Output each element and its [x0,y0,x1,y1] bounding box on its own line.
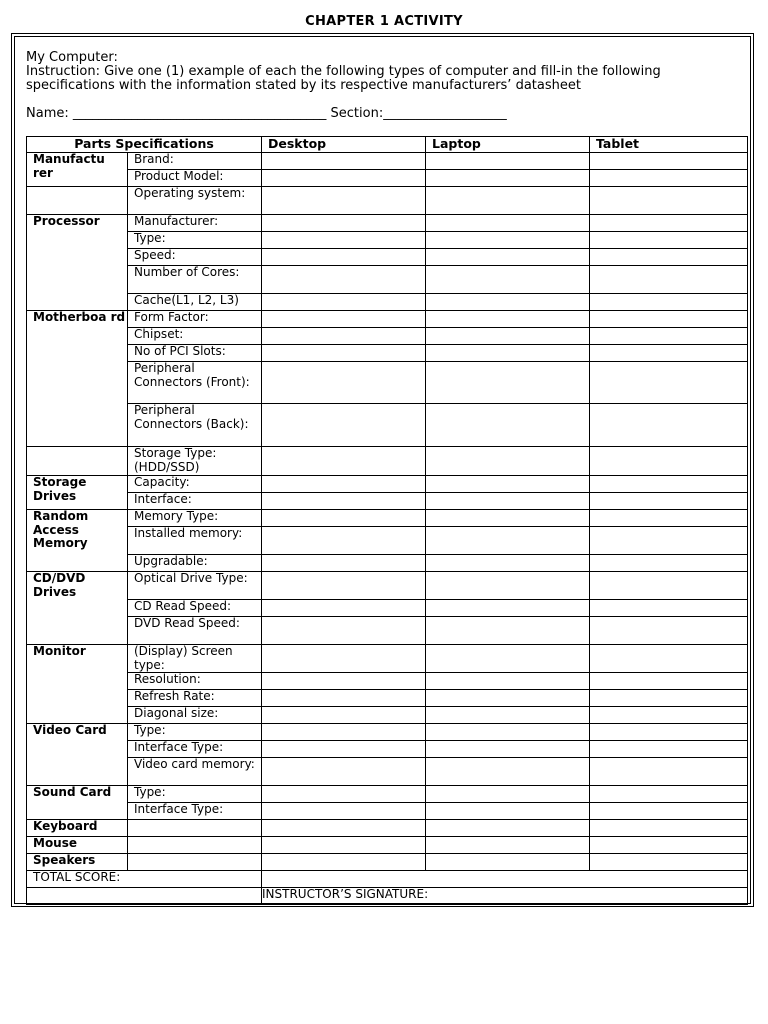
desktop-cell[interactable] [262,741,426,758]
tablet-cell[interactable] [590,266,748,294]
spec-label: Speed: [128,249,262,266]
signature-blank-cell [27,888,262,905]
desktop-cell[interactable] [262,362,426,404]
laptop-cell[interactable] [426,673,590,690]
desktop-cell[interactable] [262,600,426,617]
laptop-cell[interactable] [426,187,590,215]
desktop-cell[interactable] [262,837,426,854]
specifications-table [26,136,748,905]
tablet-cell[interactable] [590,645,748,673]
category-monitor: Monitor [27,645,128,724]
laptop-cell[interactable] [426,294,590,311]
header-desktop: Desktop [262,137,426,153]
laptop-cell[interactable] [426,837,590,854]
spec-label: Peripheral Connectors (Front): [128,362,262,404]
table-row [27,758,748,786]
table-row [27,266,748,294]
tablet-cell[interactable] [590,294,748,311]
spec-label: Interface: [128,493,262,510]
spec-label: Operating system: [128,187,262,215]
laptop-cell[interactable] [426,741,590,758]
tablet-cell[interactable] [590,476,748,493]
laptop-cell[interactable] [426,758,590,786]
header-parts-specifications: Parts Specifications [27,137,262,153]
tablet-cell[interactable] [590,311,748,328]
laptop-cell[interactable] [426,493,590,510]
table-row [27,645,748,673]
laptop-cell[interactable] [426,170,590,187]
spec-label: Chipset: [128,328,262,345]
laptop-cell[interactable] [426,854,590,871]
laptop-cell[interactable] [426,527,590,555]
tablet-cell[interactable] [590,527,748,555]
category-manufacturer: Manufactu rer [27,153,128,187]
tablet-cell[interactable] [590,707,748,724]
table-row [27,854,748,871]
table-row [27,617,748,645]
table-row [27,187,748,215]
table-row [27,447,748,476]
table-row [27,328,748,345]
tablet-cell[interactable] [590,724,748,741]
tablet-cell[interactable] [590,854,748,871]
table-row [27,493,748,510]
tablet-cell[interactable] [590,153,748,170]
table-row [27,741,748,758]
table-row [27,837,748,854]
desktop-cell[interactable] [262,527,426,555]
spec-label: Manufacturer: [128,215,262,232]
tablet-cell[interactable] [590,617,748,645]
table-row [27,690,748,707]
tablet-cell[interactable] [590,820,748,837]
laptop-cell[interactable] [426,249,590,266]
tablet-cell[interactable] [590,690,748,707]
tablet-cell[interactable] [590,362,748,404]
desktop-cell[interactable] [262,673,426,690]
laptop-cell[interactable] [426,404,590,447]
tablet-cell[interactable] [590,803,748,820]
tablet-cell[interactable] [590,493,748,510]
desktop-cell[interactable] [262,294,426,311]
desktop-cell[interactable] [262,215,426,232]
table-row [27,345,748,362]
spec-label: Peripheral Connectors (Back): [128,404,262,447]
header-tablet: Tablet [590,137,748,153]
name-section-line [26,107,507,121]
spec-label: Brand: [128,153,262,170]
total-score-label: TOTAL SCORE: [27,871,262,888]
spec-label [128,854,262,871]
tablet-cell[interactable] [590,786,748,803]
category-speakers: Speakers [27,854,128,871]
desktop-cell[interactable] [262,854,426,871]
category-storage-drives: Storage Drives [27,476,128,510]
spec-label: No of PCI Slots: [128,345,262,362]
table-row [27,510,748,527]
tablet-cell[interactable] [590,837,748,854]
laptop-cell[interactable] [426,476,590,493]
tablet-cell[interactable] [590,673,748,690]
laptop-cell[interactable] [426,820,590,837]
laptop-cell[interactable] [426,600,590,617]
my-computer-label: My Computer: [26,50,118,65]
tablet-cell[interactable] [590,510,748,527]
name-field[interactable]: Name: _______________________________________ [26,106,327,121]
table-row [27,476,748,493]
table-row [27,803,748,820]
laptop-cell[interactable] [426,215,590,232]
laptop-cell[interactable] [426,572,590,600]
spec-label: Type: [128,724,262,741]
category-motherboard: Motherboa rd [27,311,128,447]
spec-label: DVD Read Speed: [128,617,262,645]
header-laptop: Laptop [426,137,590,153]
desktop-cell[interactable] [262,724,426,741]
desktop-cell[interactable] [262,707,426,724]
laptop-cell[interactable] [426,724,590,741]
table-row [27,153,748,170]
total-score-cell[interactable] [262,871,748,888]
document-title: CHAPTER 1 ACTIVITY [305,14,463,29]
table-row [27,555,748,572]
tablet-cell[interactable] [590,600,748,617]
desktop-cell[interactable] [262,645,426,673]
tablet-cell[interactable] [590,404,748,447]
desktop-cell[interactable] [262,476,426,493]
desktop-cell[interactable] [262,187,426,215]
desktop-cell[interactable] [262,820,426,837]
tablet-cell[interactable] [590,758,748,786]
spec-label: Product Model: [128,170,262,187]
laptop-cell[interactable] [426,266,590,294]
section-field[interactable]: Section:___________________ [330,106,507,121]
desktop-cell[interactable] [262,345,426,362]
page-frame [11,33,754,907]
spec-label: Upgradable: [128,555,262,572]
spec-label [128,820,262,837]
table-row [27,572,748,600]
spec-label: Number of Cores: [128,266,262,294]
desktop-cell[interactable] [262,447,426,476]
tablet-cell[interactable] [590,345,748,362]
tablet-cell[interactable] [590,232,748,249]
tablet-cell[interactable] [590,741,748,758]
tablet-cell[interactable] [590,187,748,215]
desktop-cell[interactable] [262,328,426,345]
desktop-cell[interactable] [262,510,426,527]
table-row [27,600,748,617]
category-blank [27,187,128,215]
table-row [27,170,748,187]
table-row [27,232,748,249]
laptop-cell[interactable] [426,510,590,527]
desktop-cell[interactable] [262,555,426,572]
table-row [27,249,748,266]
header-row [27,137,748,153]
tablet-cell[interactable] [590,328,748,345]
spec-label: Refresh Rate: [128,690,262,707]
desktop-cell[interactable] [262,266,426,294]
laptop-cell[interactable] [426,232,590,249]
tablet-cell[interactable] [590,170,748,187]
category-blank [27,447,128,476]
table-row [27,362,748,404]
category-sound-card: Sound Card [27,786,128,820]
desktop-cell[interactable] [262,786,426,803]
signature-row [27,888,748,905]
spec-label [128,837,262,854]
table-row [27,707,748,724]
tablet-cell[interactable] [590,555,748,572]
laptop-cell[interactable] [426,690,590,707]
desktop-cell[interactable] [262,690,426,707]
spec-label: Capacity: [128,476,262,493]
category-keyboard: Keyboard [27,820,128,837]
instruction-text: Instruction: Give one (1) example of each the following types of computer and fill-in the following specifications with the information stated by its respective manufacturers’ datasheet [26,64,661,93]
spec-label: Storage Type: (HDD/SSD) [128,447,262,476]
spec-label: Optical Drive Type: [128,572,262,600]
tablet-cell[interactable] [590,447,748,476]
instructor-signature-label[interactable]: INSTRUCTOR’S SIGNATURE: [262,888,748,905]
spec-label: CD Read Speed: [128,600,262,617]
spec-label: Interface Type: [128,803,262,820]
desktop-cell[interactable] [262,311,426,328]
tablet-cell[interactable] [590,215,748,232]
table-row [27,820,748,837]
desktop-cell[interactable] [262,170,426,187]
spec-label: Type: [128,232,262,249]
category-random-access-memory: Random Access Memory [27,510,128,572]
table-row [27,786,748,803]
laptop-cell[interactable] [426,447,590,476]
spec-label: Video card memory: [128,758,262,786]
laptop-cell[interactable] [426,555,590,572]
desktop-cell[interactable] [262,404,426,447]
laptop-cell[interactable] [426,311,590,328]
desktop-cell[interactable] [262,572,426,600]
desktop-cell[interactable] [262,758,426,786]
table-row [27,294,748,311]
page-frame-inner [14,36,751,904]
desktop-cell[interactable] [262,232,426,249]
tablet-cell[interactable] [590,249,748,266]
spec-label: Resolution: [128,673,262,690]
laptop-cell[interactable] [426,803,590,820]
desktop-cell[interactable] [262,617,426,645]
laptop-cell[interactable] [426,328,590,345]
laptop-cell[interactable] [426,617,590,645]
table-row [27,724,748,741]
spec-label: Memory Type: [128,510,262,527]
category-processor: Processor [27,215,128,311]
laptop-cell[interactable] [426,153,590,170]
laptop-cell[interactable] [426,345,590,362]
laptop-cell[interactable] [426,786,590,803]
spec-label: Cache(L1, L2, L3) [128,294,262,311]
laptop-cell[interactable] [426,645,590,673]
laptop-cell[interactable] [426,362,590,404]
table-row [27,404,748,447]
table-row [27,311,748,328]
spec-label: Type: [128,786,262,803]
category-cd-dvd-drives: CD/DVD Drives [27,572,128,645]
spec-label: Interface Type: [128,741,262,758]
table-row [27,527,748,555]
spec-label: Diagonal size: [128,707,262,724]
desktop-cell[interactable] [262,803,426,820]
total-score-row [27,871,748,888]
table-row [27,673,748,690]
desktop-cell[interactable] [262,493,426,510]
spec-label: (Display) Screen type: [128,645,262,673]
table-row [27,215,748,232]
desktop-cell[interactable] [262,249,426,266]
instructions-block [26,51,726,93]
spec-label: Installed memory: [128,527,262,555]
spec-label: Form Factor: [128,311,262,328]
tablet-cell[interactable] [590,572,748,600]
category-video-card: Video Card [27,724,128,786]
category-mouse: Mouse [27,837,128,854]
laptop-cell[interactable] [426,707,590,724]
desktop-cell[interactable] [262,153,426,170]
